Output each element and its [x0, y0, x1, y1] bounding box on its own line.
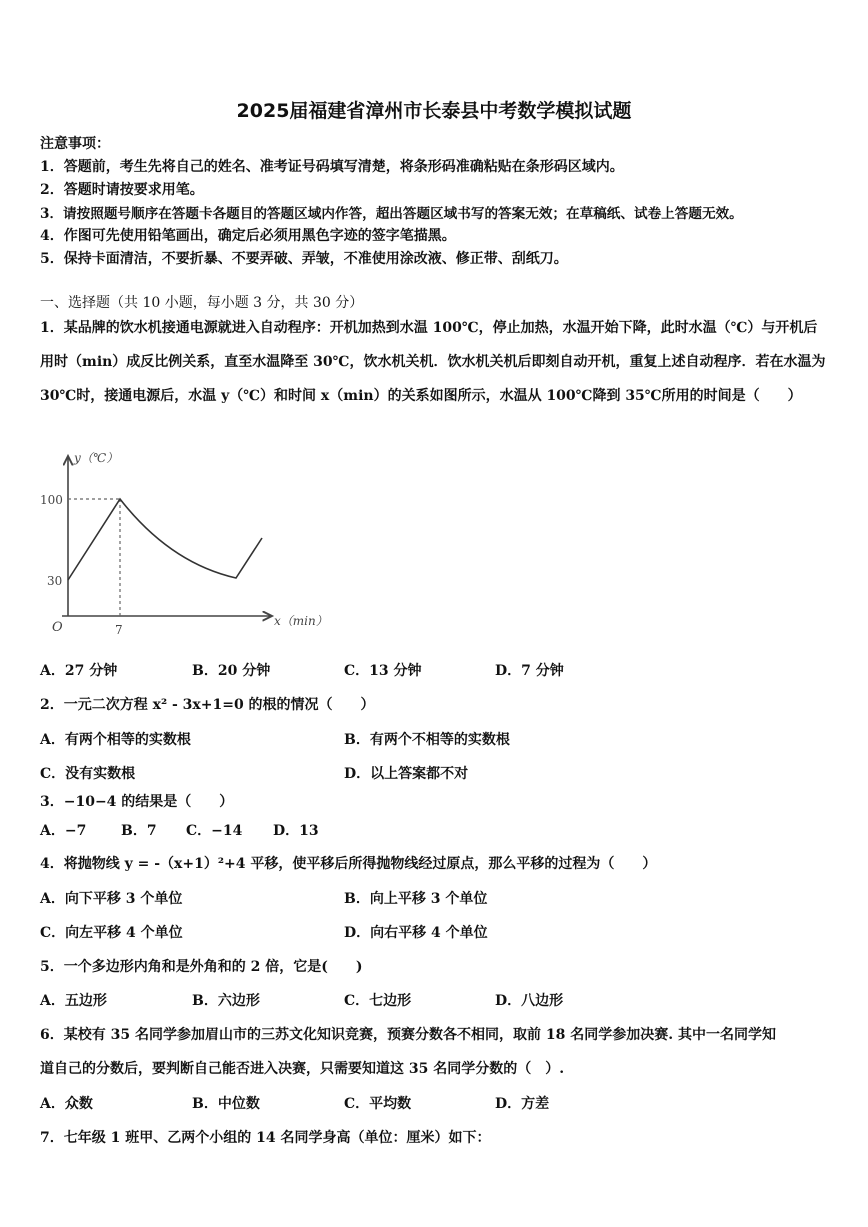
q3-option-d: D．13 [273, 823, 319, 839]
question-5-text: 5．一个多边形内角和是外角和的 2 倍，它是( ) [40, 959, 363, 975]
question-2-text: 2．一元二次方程 x² - 3x+1=0 的根的情况（ ） [40, 697, 375, 713]
page-title: 2025届福建省漳州市长泰县中考数学模拟试题 [236, 100, 632, 122]
question-3-text: 3．−10−4 的结果是（ ） [40, 794, 234, 810]
question-6-line-2: 道自己的分数后，要判断自己能否进入决赛，只需要知道这 35 名同学分数的（ ）. [40, 1061, 565, 1077]
section-heading: 一、选择题（共 10 小题，每小题 3 分，共 30 分） [40, 295, 364, 311]
note-item-2: 2．答题时请按要求用笔。 [40, 182, 204, 198]
q1-option-d: D．7 分钟 [495, 663, 564, 679]
q5-option-d: D．八边形 [495, 993, 564, 1009]
question-4-text: 4．将抛物线 y = -（x+1）²+4 平移，使平移后所得抛物线经过原点，那么平移的过程为（ ） [40, 856, 657, 872]
q4-option-a: A．向下平移 3 个单位 [40, 891, 183, 907]
note-item-5: 5．保持卡面清洁，不要折暴、不要弄破、弄皱，不准使用涂改液、修正带、刮纸刀。 [40, 251, 568, 267]
x-axis-label: x（min） [274, 614, 328, 628]
q1-option-b: B．20 分钟 [192, 663, 271, 679]
q3-option-c: C．−14 [186, 823, 243, 839]
q4-option-d: D．向右平移 4 个单位 [344, 925, 488, 941]
note-item-3: 3．请按照题号顺序在答题卡各题目的答题区域内作答，超出答题区域书写的答案无效；在草稿纸、试卷上答题无效。 [40, 206, 743, 222]
q6-option-c: C．平均数 [344, 1096, 412, 1112]
tick-7: 7 [115, 623, 123, 637]
q4-option-b: B．向上平移 3 个单位 [344, 891, 488, 907]
question-1-text: 1．某品牌的饮水机接通电源就进入自动程序：开机加热到水温 100℃，停止加热，水温开始下降，此时水温（℃）与开机后用时（min）成反比例关系，直至水温降至 30℃，饮水机关机．饮水机关机后即刻自动开机，重复上述自动程序．若在水温为 30℃时，接通电源后，水温 y（℃）和时间 x（min）的关系如图所示，水温从 100℃降到 35℃所用的时间是（ ） [40, 320, 826, 404]
q1-option-a: A．27 分钟 [40, 663, 118, 679]
temperature-curve [68, 499, 262, 580]
q3-option-b: B．7 [121, 823, 157, 839]
q6-option-b: B．中位数 [192, 1096, 260, 1112]
q2-option-d: D．以上答案都不对 [344, 766, 469, 782]
q6-option-d: D．方差 [495, 1096, 550, 1112]
q2-option-b: B．有两个不相等的实数根 [344, 732, 510, 748]
q5-option-a: A．五边形 [40, 993, 107, 1009]
question-6-line-1: 6．某校有 35 名同学参加眉山市的三苏文化知识竞赛，预赛分数各不相同，取前 18 名同学参加决赛. 其中一名同学知 [40, 1027, 776, 1043]
y-axis-label: y（℃） [74, 451, 119, 465]
note-item-4: 4．作图可先使用铅笔画出，确定后必须用黑色字迹的签字笔描黑。 [40, 228, 456, 244]
q6-option-a: A．众数 [40, 1096, 93, 1112]
q5-option-b: B．六边形 [192, 993, 260, 1009]
q4-option-c: C．向左平移 4 个单位 [40, 925, 183, 941]
q2-option-c: C．没有实数根 [40, 766, 136, 782]
notes-header: 注意事项： [40, 136, 110, 152]
q3-option-a: A．−7 [40, 823, 87, 839]
q2-option-a: A．有两个相等的实数根 [40, 732, 191, 748]
q1-option-c: C．13 分钟 [344, 663, 422, 679]
note-item-1: 1．答题前，考生先将自己的姓名、准考证号码填写清楚，将条形码准确粘贴在条形码区域内。 [40, 159, 624, 175]
q5-option-c: C．七边形 [344, 993, 412, 1009]
question-7-text: 7．七年级 1 班甲、乙两个小组的 14 名同学身高（单位：厘米）如下： [40, 1130, 491, 1146]
tick-100: 100 [40, 493, 63, 507]
question-1-graph [40, 448, 330, 648]
tick-30: 30 [47, 574, 63, 588]
origin-label: O [52, 620, 63, 635]
